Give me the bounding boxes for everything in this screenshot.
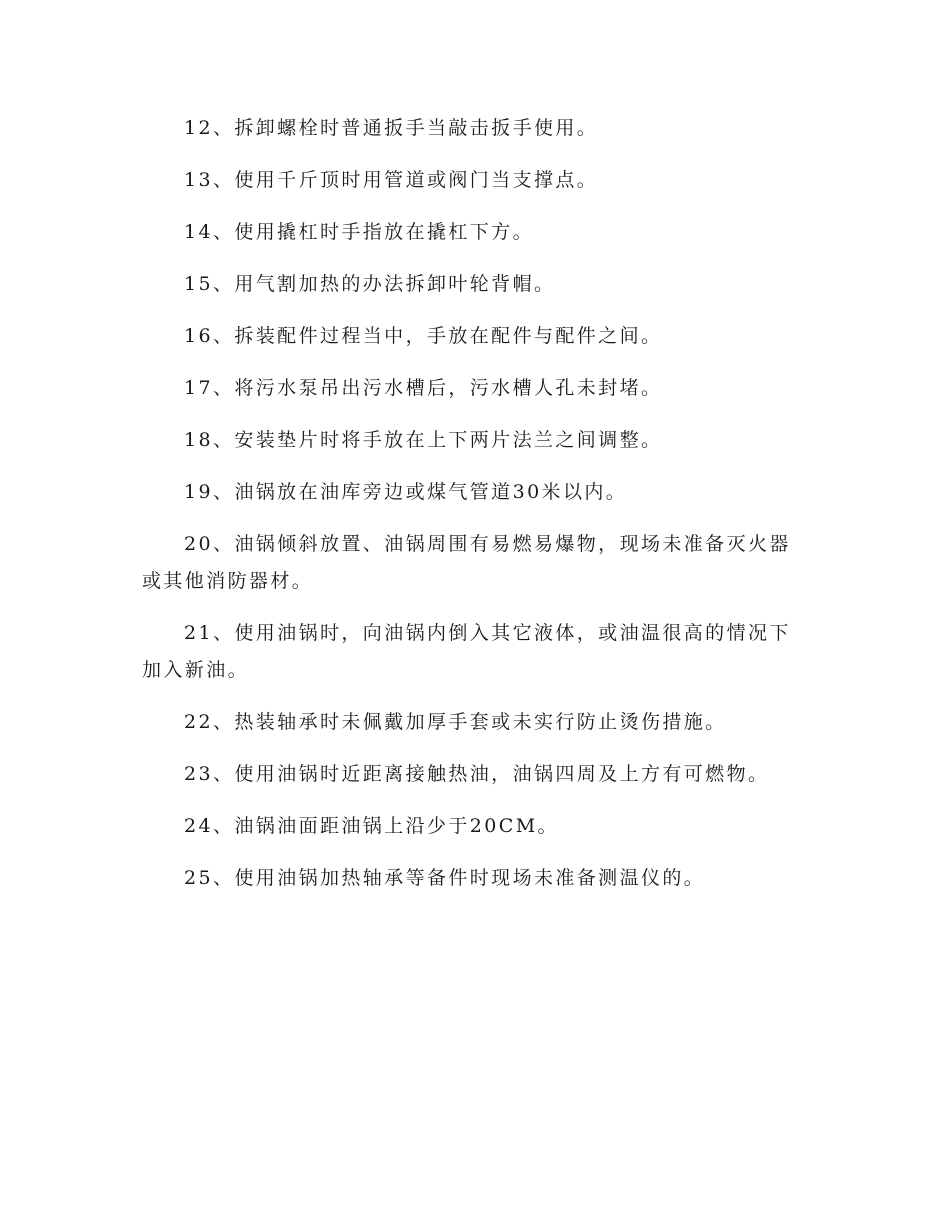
list-item: 23、使用油锅时近距离接触热油，油锅四周及上方有可燃物。 — [184, 763, 770, 785]
list-item: 18、安装垫片时将手放在上下两片法兰之间调整。 — [184, 429, 663, 451]
list-item: 12、拆卸螺栓时普通扳手当敲击扳手使用。 — [184, 117, 599, 139]
list-item: 15、用气割加热的办法拆卸叶轮背帽。 — [184, 273, 556, 295]
list-item: 22、热装轴承时未佩戴加厚手套或未实行防止烫伤措施。 — [184, 711, 727, 733]
list-item: 21、使用油锅时，向油锅内倒入其它液体，或油温很高的情况下加入新油。 — [142, 622, 791, 681]
list-item: 24、油锅油面距油锅上沿少于20CM。 — [184, 815, 559, 837]
safety-hazard-list — [142, 110, 802, 912]
list-item: 19、油锅放在油库旁边或煤气管道30米以内。 — [184, 481, 628, 503]
list-item: 16、拆装配件过程当中，手放在配件与配件之间。 — [184, 325, 663, 347]
list-item: 14、使用撬杠时手指放在撬杠下方。 — [184, 221, 534, 243]
list-item: 20、油锅倾斜放置、油锅周围有易燃易爆物，现场未准备灭火器或其他消防器材。 — [142, 533, 791, 592]
list-item: 17、将污水泵吊出污水槽后，污水槽人孔未封堵。 — [184, 377, 663, 399]
list-item: 13、使用千斤顶时用管道或阀门当支撑点。 — [184, 169, 599, 191]
list-item: 25、使用油锅加热轴承等备件时现场未准备测温仪的。 — [184, 867, 706, 889]
